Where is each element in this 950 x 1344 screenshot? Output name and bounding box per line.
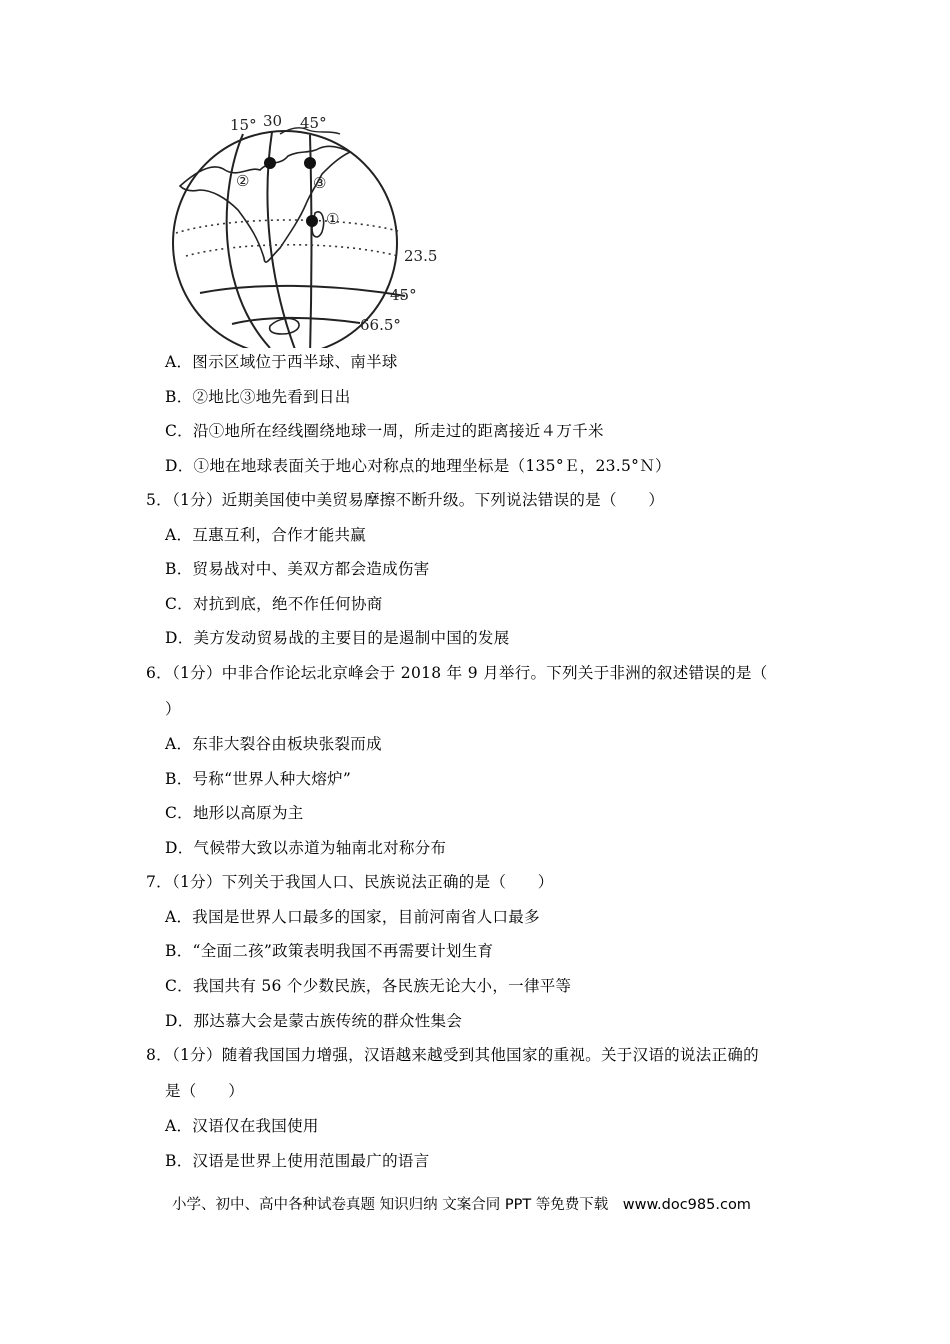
label-15: 15° [230, 116, 257, 134]
antarctica-outline [270, 319, 299, 334]
label-point-3: ③ [313, 174, 327, 192]
q8-option-b: B．汉语是世界上使用范围最广的语言 [165, 1152, 430, 1170]
q8-stem-cont: 是（ ） [165, 1082, 245, 1100]
q6-option-a: A．东非大裂谷由板块张裂而成 [165, 735, 382, 753]
q4-option-a: A．图示区域位于西半球、南半球 [165, 353, 398, 371]
label-66-5: 66.5° [360, 316, 401, 334]
page-footer: 小学、初中、高中各种试卷真题 知识归纳 文案合同 PPT 等免费下载 www.doc985.com [172, 1197, 751, 1213]
q6-option-c: C．地形以高原为主 [165, 804, 304, 822]
meridian-15 [227, 134, 270, 348]
q6-option-b: B．号称“世界人种大熔炉” [165, 770, 352, 788]
label-point-2: ② [236, 172, 250, 190]
label-point-1: ① [326, 210, 340, 228]
q5-stem: 5．（1分）近期美国使中美贸易摩擦不断升级。下列说法错误的是（ ） [146, 491, 665, 509]
q7-option-d: D．那达慕大会是蒙古族传统的群众性集会 [165, 1012, 463, 1030]
q5-option-c: C．对抗到底，绝不作任何协商 [165, 595, 383, 613]
q6-stem-cont: ） [165, 700, 181, 718]
globe-diagram [160, 108, 460, 348]
q5-option-a: A．互惠互利，合作才能共赢 [165, 526, 367, 544]
parallel-23-dotted [186, 245, 398, 256]
q4-option-c: C．沿①地所在经线圈绕地球一周，所走过的距离接近４万千米 [165, 422, 604, 440]
label-23-5: 23.5 [404, 247, 438, 265]
q7-option-b: B．“全面二孩”政策表明我国不再需要计划生育 [165, 942, 494, 960]
q7-option-a: A．我国是世界人口最多的国家，目前河南省人口最多 [165, 908, 540, 926]
point-1-dot [306, 215, 318, 227]
label-30: 30 [263, 112, 283, 130]
parallel-45 [200, 286, 405, 296]
q8-option-a: A．汉语仅在我国使用 [165, 1117, 319, 1135]
label-45-right: 45° [390, 286, 417, 304]
q7-option-c: C．我国共有 56 个少数民族，各民族无论大小，一律平等 [165, 977, 572, 995]
q7-stem: 7．（1分）下列关于我国人口、民族说法正确的是（ ） [146, 873, 554, 891]
q6-option-d: D．气候带大致以赤道为轴南北对称分布 [165, 839, 447, 857]
q8-stem: 8．（1分）随着我国国力增强，汉语越来越受到其他国家的重视。关于汉语的说法正确的 [146, 1046, 759, 1064]
globe-figure [160, 108, 460, 348]
point-2-dot [264, 157, 276, 169]
q4-option-d: D．①地在地球表面关于地心对称点的地理坐标是（135°Ｅ，23.5°Ｎ） [165, 457, 671, 475]
point-3-dot [304, 157, 316, 169]
q4-option-b: B．②地比③地先看到日出 [165, 388, 351, 406]
label-45: 45° [300, 114, 327, 132]
q5-option-b: B．贸易战对中、美双方都会造成伤害 [165, 560, 430, 578]
parallel-0-dotted [176, 220, 398, 233]
q5-option-d: D．美方发动贸易战的主要目的是遏制中国的发展 [165, 629, 510, 647]
q6-stem: 6．（1分）中非合作论坛北京峰会于 2018 年 9 月举行。下列关于非洲的叙述错误的是（ [146, 664, 768, 682]
